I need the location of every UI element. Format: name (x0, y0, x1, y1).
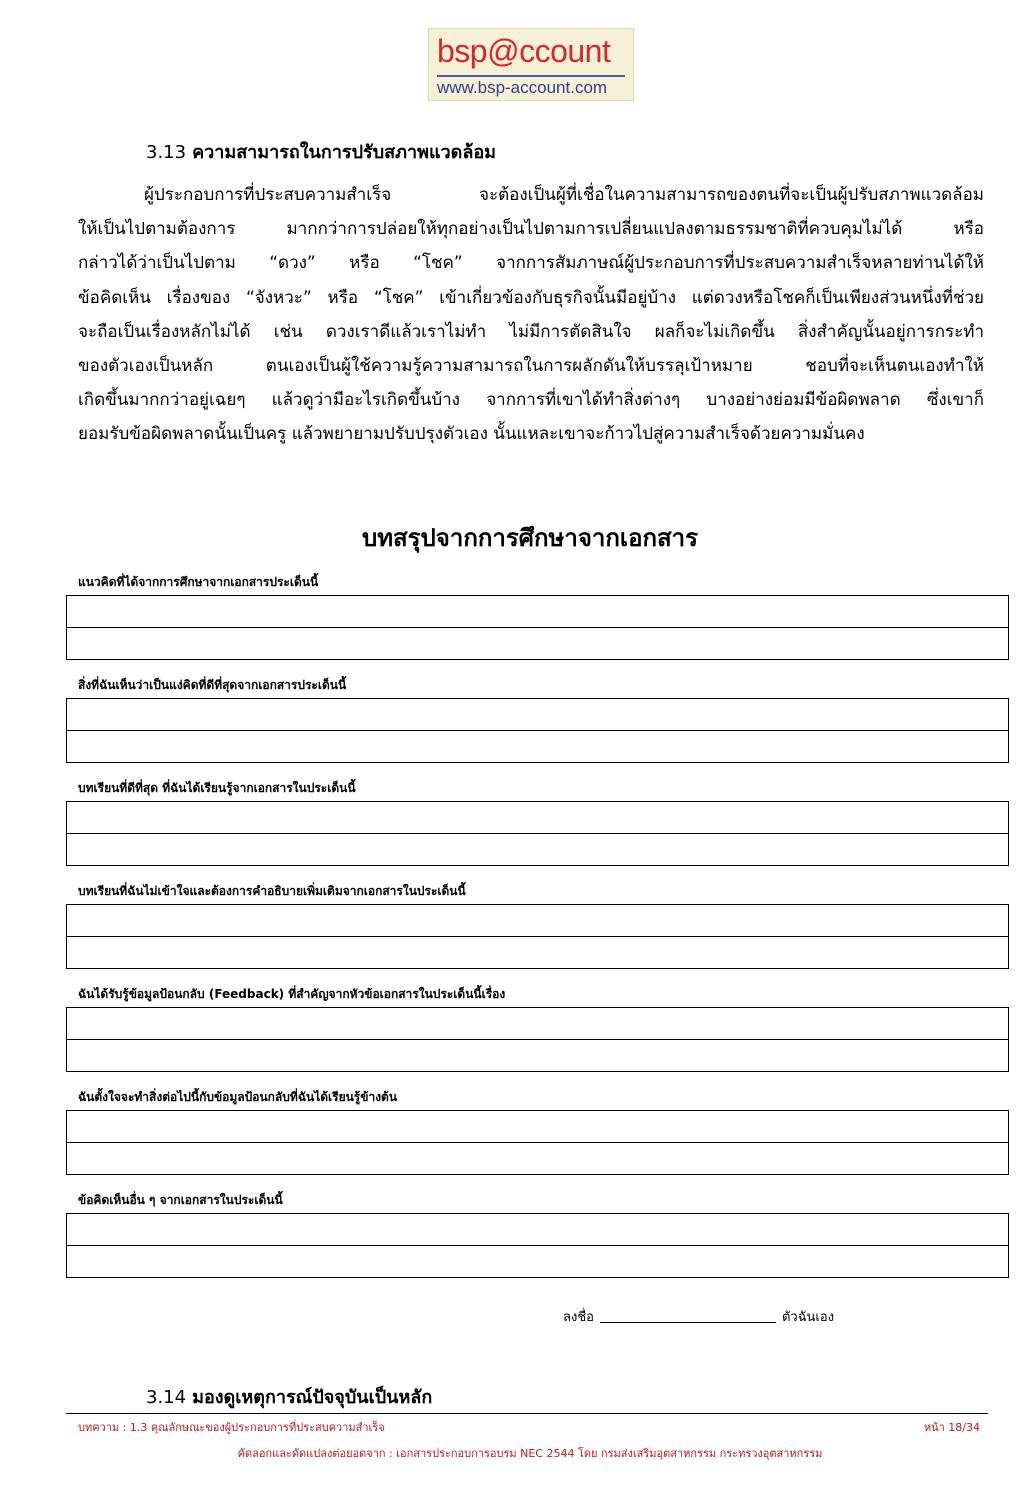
field-label: แนวคิดที่ได้จากการศึกษาจากเอกสารประเด็นนี้ (78, 575, 319, 589)
answer-box[interactable] (66, 904, 1009, 969)
signature-suffix: ตัวฉันเอง (781, 1310, 835, 1325)
footer-divider (66, 1413, 988, 1414)
field-label: บทเรียนที่ฉันไม่เข้าใจและต้องการคำอธิบายเพิ่มเติมจากเอกสารในประเด็นนี้ (78, 884, 466, 898)
answer-box[interactable] (66, 801, 1009, 866)
paragraph-line: กล่าวได้ว่าเป็นไปตาม “ดวง” หรือ “โชค” จากการสัมภาษณ์ผู้ประกอบการที่ประสบความสำเร็จหลายท่านได้ให้ (78, 253, 984, 274)
logo-divider (437, 75, 625, 77)
paragraph-line: ของตัวเองเป็นหลัก ตนเองเป็นผู้ใช้ความรู้ความสามารถในการผลักดันให้บรรลุเป้าหมาย ชอบที่จะเห็นตนเองทำให้ (78, 356, 984, 377)
summary-title: บทสรุปจากการศึกษาจากเอกสาร (361, 524, 699, 552)
answer-box[interactable] (66, 1007, 1009, 1072)
answer-line-divider (67, 833, 1008, 834)
footer-article-title: บทความ : 1.3 คุณลักษณะของผู้ประกอบการที่ประสบความสำเร็จ (78, 1421, 385, 1434)
footer-page-number: หน้า 18/34 (923, 1421, 980, 1434)
answer-box[interactable] (66, 595, 1009, 660)
field-label: ข้อคิดเห็นอื่น ๆ จากเอกสารในประเด็นนี้ (78, 1193, 283, 1207)
answer-line-divider (67, 1039, 1008, 1040)
answer-box[interactable] (66, 1110, 1009, 1175)
answer-box[interactable] (66, 1213, 1009, 1278)
paragraph-line: ผู้ประกอบการที่ประสบความสำเร็จ จะต้องเป็นผู้ที่เชื่อในความสามารถของตนที่จะเป็นผู้ปรับสภาพแวดล้อม (144, 185, 984, 205)
answer-line-divider (67, 936, 1008, 937)
paragraph-line: ให้เป็นไปตามต้องการ มากกว่าการปล่อยให้ทุกอย่างเป็นไปตามการเปลี่ยนแปลงตามธรรมชาติที่ควบคุมไม่ได้ หรือ (78, 219, 984, 240)
section-3-13-heading (146, 137, 496, 166)
signature-blank[interactable] (600, 1310, 776, 1323)
paragraph-line: ข้อคิดเห็น เรื่องของ “จังหวะ” หรือ “โชค” เข้าเกี่ยวข้องกับธุรกิจนั้นมีอยู่บ้าง แต่ดวงหรือโชคก็เป็นเพียงส่วนหนึ่งที่ช่วย (78, 287, 984, 308)
answer-line-divider (67, 730, 1008, 731)
section-title: ความสามารถในการปรับสภาพแวดล้อม (192, 142, 497, 163)
logo-wordmark: bsp@ccount (437, 33, 611, 69)
logo-url: www.bsp-account.com (437, 78, 608, 97)
signature-prefix: ลงชื่อ (563, 1310, 594, 1325)
bsp-account-logo (428, 28, 634, 101)
section-number: 3.13 (146, 142, 187, 163)
paragraph-line: เกิดขึ้นมากกว่าอยู่เฉยๆ แล้วดูว่ามีอะไรเกิดขึ้นบ้าง จากการที่เขาได้ทำสิ่งต่างๆ บางอย่างย่อมมีข้อผิดพลาด ซึ่งเขาก็ (78, 390, 984, 411)
paragraph-line: จะถือเป็นเรื่องหลักไม่ได้ เช่น ดวงเราดีแล้วเราไม่ทำ ไม่มีการตัดสินใจ ผลก็จะไม่เกิดขึ้น สิ่งสำคัญนั้นอยู่การกระทำ (78, 321, 984, 342)
answer-line-divider (67, 1142, 1008, 1143)
answer-line-divider (67, 627, 1008, 628)
field-label: ฉันตั้งใจจะทำสิ่งต่อไปนี้กับข้อมูลป้อนกลับที่ฉันได้เรียนรู้ข้างต้น (78, 1090, 398, 1104)
field-label: สิ่งที่ฉันเห็นว่าเป็นแง่คิดที่ดีที่สุดจากเอกสารประเด็นนี้ (78, 678, 347, 692)
section-3-13-paragraph (78, 178, 984, 452)
answer-box[interactable] (66, 698, 1009, 763)
section-number: 3.14 (146, 1387, 187, 1408)
answer-line-divider (67, 1245, 1008, 1246)
section-title: มองดูเหตุการณ์ปัจจุบันเป็นหลัก (192, 1387, 433, 1408)
section-3-14-heading (146, 1382, 432, 1411)
footer-credit: คัดลอกและดัดแปลงต่อยอดจาก : เอกสารประกอบการอบรม NEC 2544 โดย กรมส่งเสริมอุตสาหกรรม กระทรวงอุตสาหกรรม (237, 1447, 823, 1460)
signature-line (563, 1306, 834, 1327)
field-label: บทเรียนที่ดีที่สุด ที่ฉันได้เรียนรู้จากเอกสารในประเด็นนี้ (78, 781, 356, 795)
paragraph-line: ยอมรับข้อผิดพลาดนั้นเป็นครู แล้วพยายามปรับปรุงตัวเอง นั้นแหละเขาจะก้าวไปสู่ความสำเร็จด้วยความมั่นคง (78, 424, 865, 445)
field-label: ฉันได้รับรู้ข้อมูลป้อนกลับ (Feedback) ที่สำคัญจากหัวข้อเอกสารในประเด็นนี้เรื่อง (78, 987, 506, 1001)
